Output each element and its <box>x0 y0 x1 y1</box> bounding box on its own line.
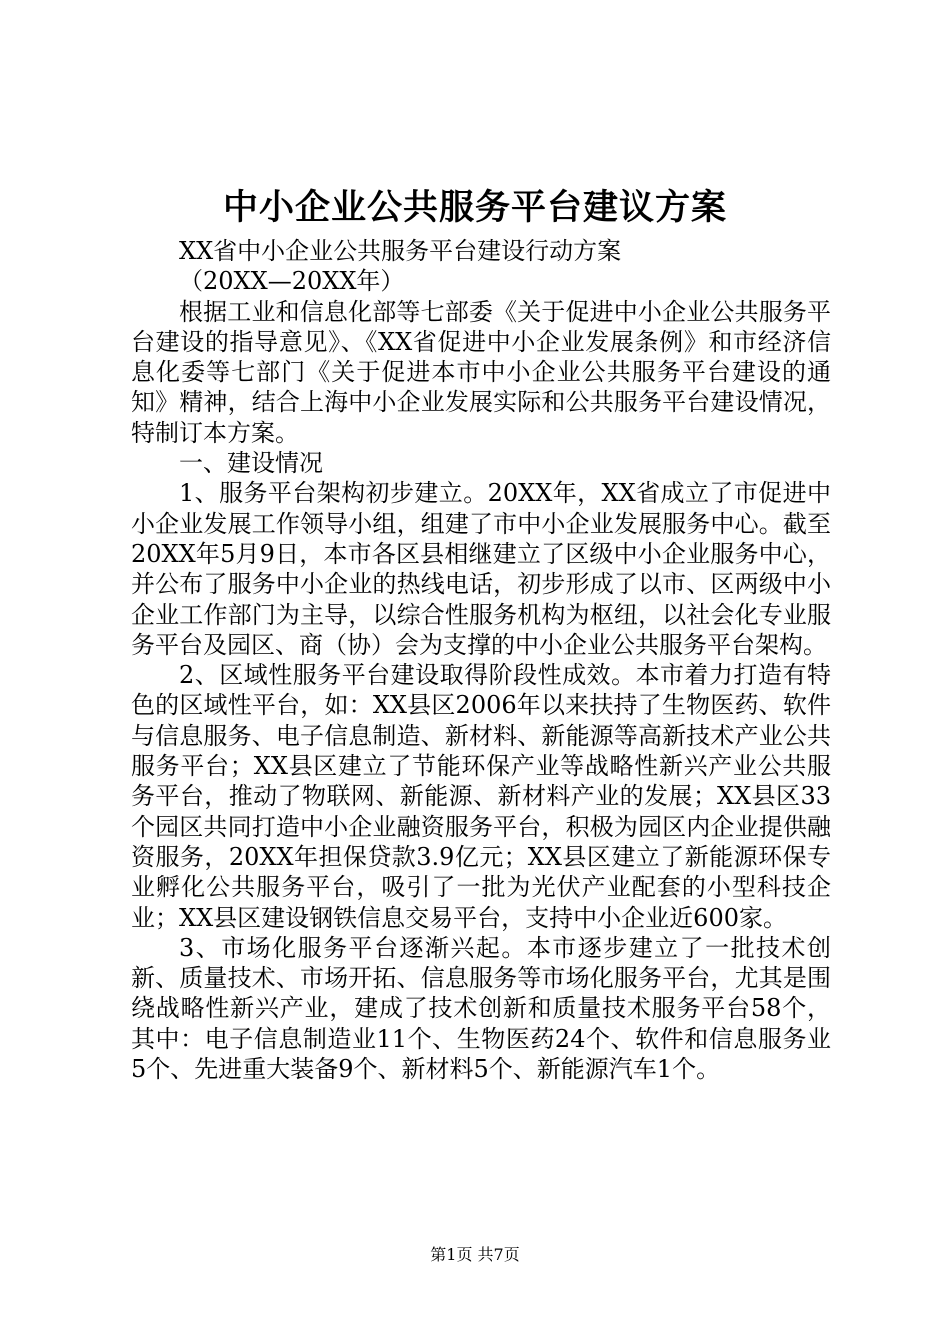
page-footer: 第1页 共7页 <box>430 1245 520 1264</box>
paragraph-item-3: 3、市场化服务平台逐渐兴起。本市逐步建立了一批技术创新、质量技术、市场开拓、信息服务等市场化服务平台，尤其是围绕战略性新兴产业，建成了技术创新和质量技术服务平台58个，其中：电子信息制造业11个、生物医药24个、软件和信息服务业5个、先进重大装备9个、新材料5个、新能源汽车1个。 <box>131 933 831 1084</box>
plan-period: （20XX—20XX年） <box>179 267 405 296</box>
paragraph-item-1: 1、服务平台架构初步建立。20XX年，XX省成立了市促进中小企业发展工作领导小组，组建了市中小企业发展服务中心。截至20XX年5月9日，本市各区县相继建立了区级中小企业服务中心，并公布了服务中小企业的热线电话，初步形成了以市、区两级中小企业工作部门为主导，以综合性服务机构为枢纽，以社会化专业服务平台及园区、商（协）会为支撑的中小企业公共服务平台架构。 <box>131 479 831 659</box>
section-heading-construction: 一、建设情况 <box>179 449 323 478</box>
plan-subtitle: XX省中小企业公共服务平台建设行动方案 <box>179 237 622 265</box>
document-title: 中小企业公共服务平台建议方案 <box>222 187 727 228</box>
paragraph-item-2: 2、区域性服务平台建设取得阶段性成效。本市着力打造有特色的区域性平台，如：XX县区2006年以来扶持了生物医药、软件与信息服务、电子信息制造、新材料、新能源等高新技术产业公共服务平台；XX县区建立了节能环保产业等战略性新兴产业公共服务平台，推动了物联网、新能源、新材料产业的发展；XX县区33个园区共同打造中小企业融资服务平台，积极为园区内企业提供融资服务，20XX年担保贷款3.9亿元；XX县区建立了新能源环保专业孵化公共服务平台，吸引了一批为光伏产业配套的小型科技企业；XX县区建设钢铁信息交易平台，支持中小企业近600家。 <box>131 661 831 932</box>
document-body <box>131 236 831 1084</box>
paragraph-basis: 根据工业和信息化部等七部委《关于促进中小企业公共服务平台建设的指导意见》、《XX省促进中小企业发展条例》和市经济信息化委等七部门《关于促进本市中小企业公共服务平台建设的通知》精神，结合上海中小企业发展实际和公共服务平台建设情况，特制订本方案。 <box>131 297 831 447</box>
